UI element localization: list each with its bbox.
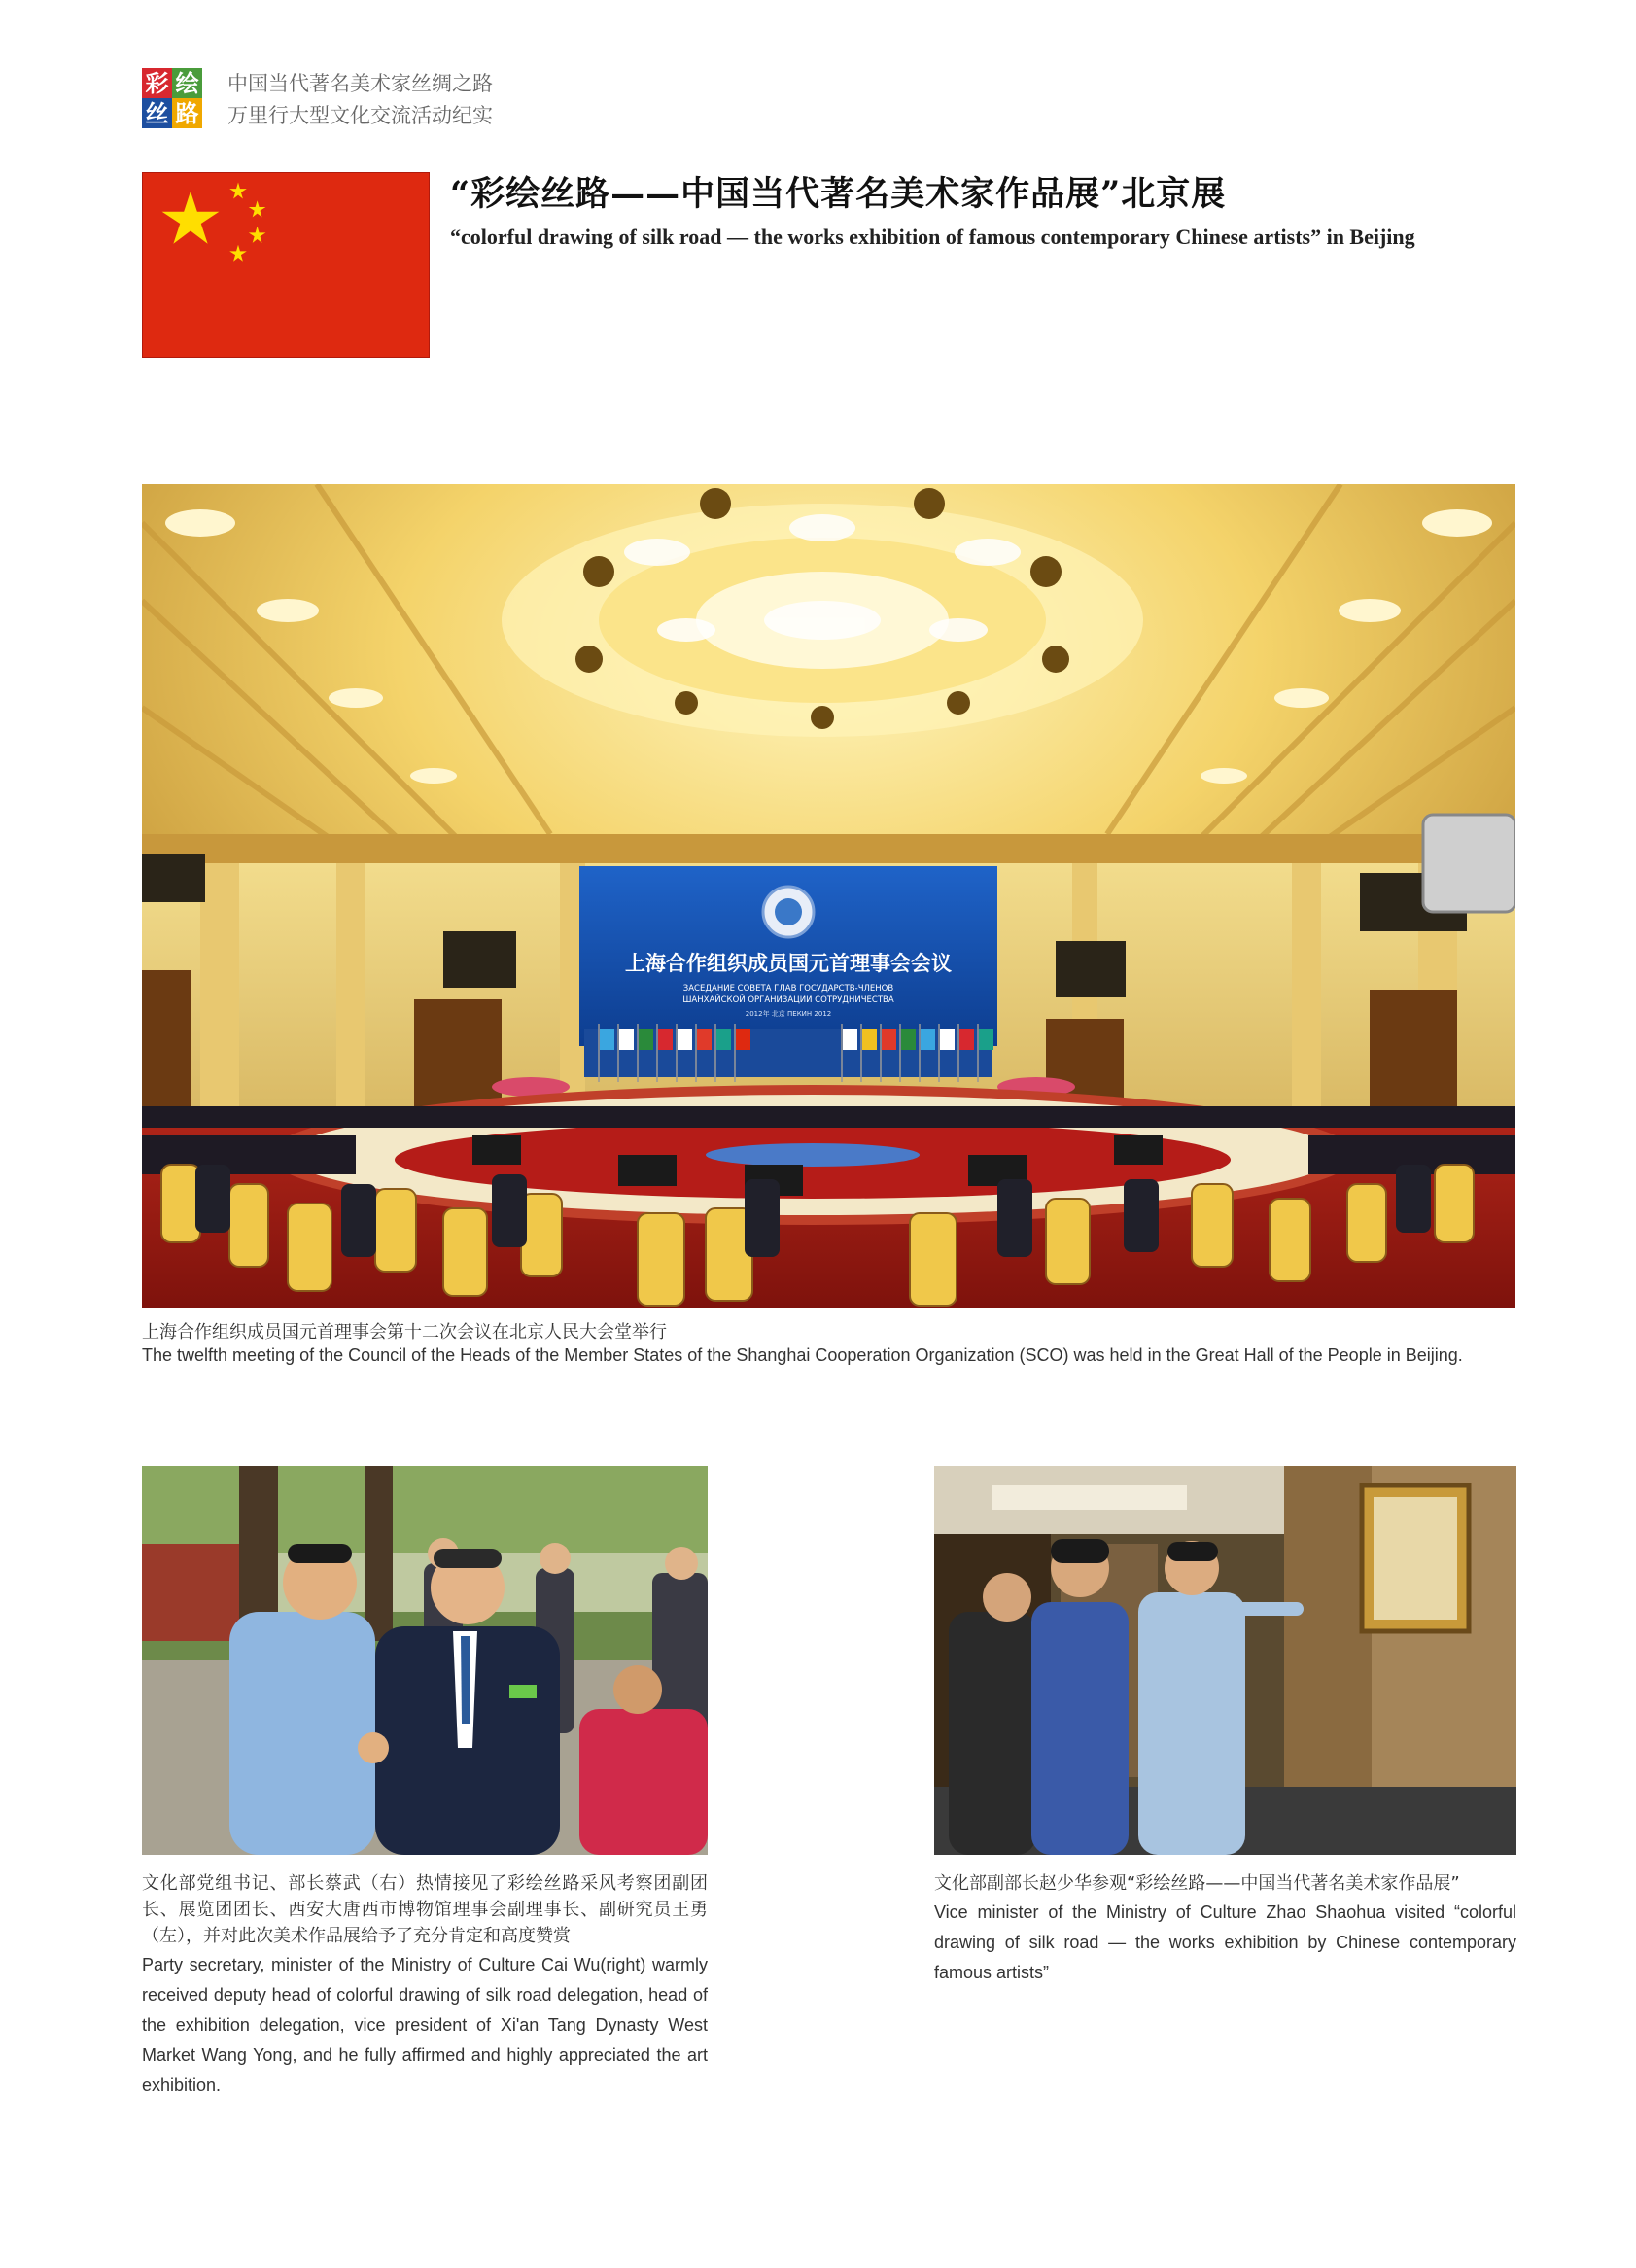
exhibition-visit-photo	[934, 1466, 1516, 1855]
banner-title-cn: 上海合作组织成员国元首理事会会议	[625, 952, 952, 975]
logo-char-lu: 路	[172, 98, 202, 128]
left-photo-caption-cn: 文化部党组书记、部长蔡武（右）热情接见了彩绘丝路采风考察团副团长、展览团团长、西安大唐西市博物馆理事会副理事长、副研究员王勇（左），并对此次美术作品展给予了充分肯定和高度赞赏	[142, 1873, 708, 1946]
china-flag-image	[142, 172, 430, 358]
right-photo-caption-cn: 文化部副部长赵少华参观“彩绘丝路——中国当代著名美术家作品展”	[934, 1873, 1460, 1894]
logo-char-cai: 彩	[142, 68, 172, 98]
page-title: “彩绘丝路——中国当代著名美术家作品展”北京展	[450, 174, 1227, 214]
banner-title-ru-2: ШАНХАЙСКОЙ ОРГАНИЗАЦИИ СОТРУДНИЧЕСТВА	[682, 995, 894, 1005]
main-photo-caption-en: The twelfth meeting of the Council of the Heads of the Member States of the Shanghai Cooperation Organization (SCO) was held in the Great Hall of the People in Beijing.	[142, 1345, 1463, 1365]
series-header-line-1: 中国当代著名美术家丝绸之路	[227, 72, 493, 95]
page-subtitle-en: “colorful drawing of silk road — the works exhibition of famous contemporary Chinese artists” in Beijing	[450, 225, 1415, 249]
logo-char-si: 丝	[142, 98, 172, 128]
handshake-photo	[142, 1466, 708, 1855]
logo	[142, 68, 202, 128]
series-header-line-2: 万里行大型文化交流活动纪实	[227, 104, 493, 127]
banner-title-ru-1: ЗАСЕДАНИЕ СОВЕТА ГЛАВ ГОСУДАРСТВ-ЧЛЕНОВ	[682, 984, 894, 994]
right-photo-caption-en: Vice minister of the Ministry of Culture Zhao Shaohua visited “colorful drawing of silk road — the works exhibition by Chinese contemporary famous artists”	[934, 1902, 1516, 1982]
sco-meeting-hall-photo	[142, 484, 1515, 1308]
left-photo-caption-en: Party secretary, minister of the Ministry of Culture Cai Wu(right) warmly received deputy head of colorful drawing of silk road delegation, head of the exhibition delegation, vice president of Xi'an Tang Dynasty West Market Wang Yong, and he fully affirmed and highly appreciated the art exhibition.	[142, 1955, 708, 2095]
banner-date: 2012年 北京 ПЕКИН 2012	[745, 1010, 832, 1018]
main-photo-caption-cn: 上海合作组织成员国元首理事会第十二次会议在北京人民大会堂举行	[142, 1322, 667, 1343]
logo-char-hui: 绘	[172, 68, 202, 98]
series-header	[227, 68, 493, 132]
